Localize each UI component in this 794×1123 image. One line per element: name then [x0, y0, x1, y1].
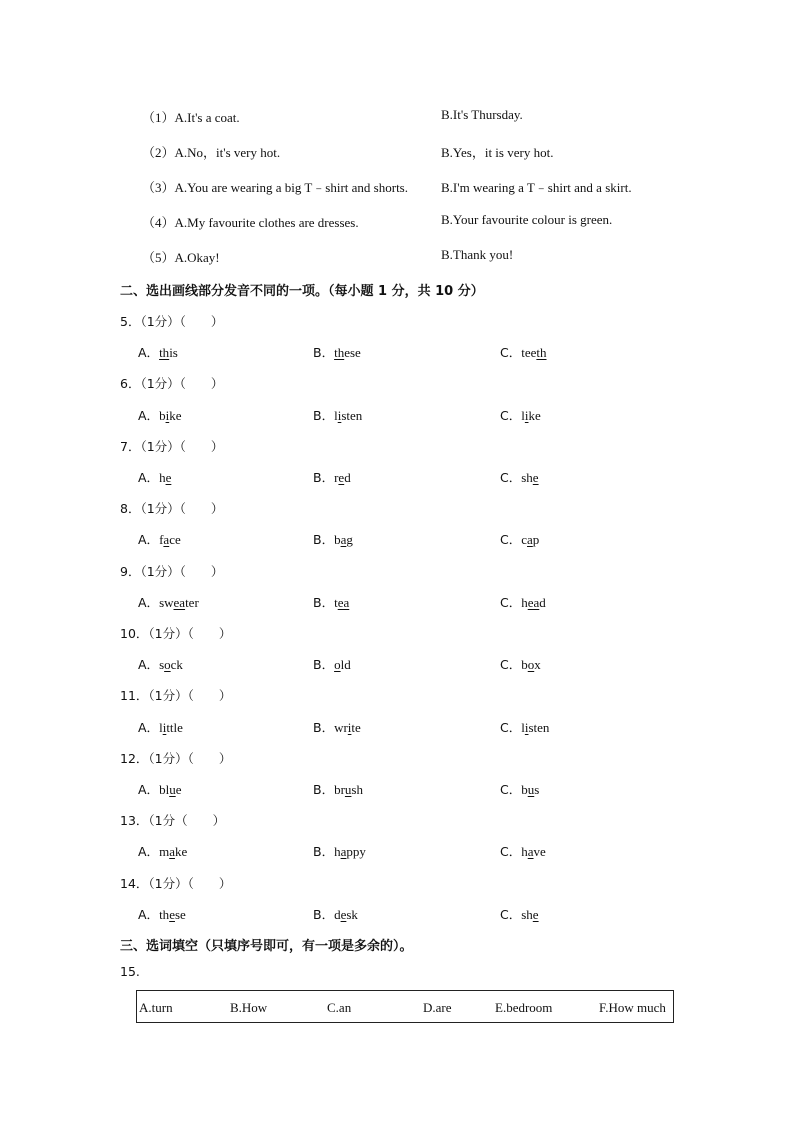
underlined-part: e: [169, 907, 175, 922]
word-part: l: [159, 720, 163, 735]
option-letter: C．: [500, 470, 522, 485]
word-part: d: [539, 595, 546, 610]
word-part: is: [169, 345, 178, 360]
option-c: [500, 905, 539, 923]
question-11-options: [0, 718, 794, 738]
option-c: [500, 780, 539, 798]
option-c: [500, 842, 546, 860]
option-b: B.Thank you!: [441, 247, 514, 262]
option-c: [500, 343, 547, 361]
option-b: [313, 343, 361, 361]
word-part: te: [351, 720, 361, 735]
option-letter: B．: [313, 720, 335, 735]
word-bank-item: C.an: [327, 1000, 352, 1015]
question-14-head: 14．（1分）（ ）: [120, 876, 232, 891]
underlined-part: e: [165, 470, 172, 485]
question-12-head: 12．（1分）（ ）: [120, 751, 232, 766]
option-b: [313, 406, 362, 424]
underlined-part: i: [162, 720, 167, 735]
option-a: （3）A.You are wearing a big T﹣shirt and shorts.: [142, 180, 408, 195]
option-b: [313, 842, 366, 860]
underlined-part: u: [527, 782, 535, 797]
word-part: x: [534, 657, 541, 672]
option-letter: B．: [313, 907, 335, 922]
word-part: sh: [521, 470, 533, 485]
option-letter: B．: [313, 470, 335, 485]
underlined-part: a: [527, 532, 533, 547]
word-part: se: [174, 907, 186, 922]
underlined-part: th: [334, 345, 345, 360]
underlined-part: e: [338, 470, 345, 485]
question-11-head: 11．（1分）（ ）: [120, 688, 232, 703]
option-letter: A．: [138, 345, 160, 360]
word-part: ter: [185, 595, 199, 610]
option-c: [500, 530, 539, 548]
word-part: e: [175, 782, 182, 797]
underlined-part: e: [532, 907, 539, 922]
option-letter: B．: [313, 844, 335, 859]
option-letter: A．: [138, 470, 160, 485]
word-part: h: [521, 595, 528, 610]
option-letter: C．: [500, 782, 522, 797]
question-8-options: [0, 530, 794, 550]
question-14-options: [0, 905, 794, 925]
word-part: l: [521, 408, 525, 423]
option-b: [313, 905, 358, 923]
question-5-options: [0, 343, 794, 363]
option-a: [138, 780, 181, 798]
underlined-part: a: [169, 844, 175, 859]
word-part: wr: [334, 720, 348, 735]
word-part: sten: [341, 408, 363, 423]
word-part: ppy: [346, 844, 366, 859]
option-a: （5）A.Okay!: [142, 250, 220, 265]
question-15-label: 15.: [120, 964, 140, 979]
option-a: [138, 842, 187, 860]
word-part: h: [521, 844, 528, 859]
word-part: b: [521, 782, 528, 797]
option-b: B.It's Thursday.: [441, 107, 523, 122]
word-part: d: [344, 470, 351, 485]
option-letter: A．: [138, 408, 160, 423]
underlined-part: o: [164, 657, 171, 672]
option-b: [313, 593, 349, 611]
option-b: [313, 530, 353, 548]
question-6-head: 6．（1分）（ ）: [120, 376, 224, 391]
option-letter: A．: [138, 657, 160, 672]
question-9-head: 9．（1分）（ ）: [120, 564, 224, 579]
word-part: s: [159, 657, 165, 672]
option-a: [138, 593, 199, 611]
pair-row-5: [0, 247, 794, 267]
section-3-title: 三、选词填空（只填序号即可，有一项是多余的）。: [120, 939, 413, 954]
underlined-part: ea: [527, 595, 540, 610]
underlined-part: o: [334, 657, 341, 672]
word-part: b: [159, 408, 166, 423]
option-a: [138, 655, 183, 673]
word-part: l: [521, 720, 525, 735]
word-part: ttle: [166, 720, 183, 735]
word-bank-item: D.are: [423, 1000, 452, 1015]
option-letter: C．: [500, 720, 522, 735]
word-part: sh: [351, 782, 363, 797]
underlined-part: i: [337, 408, 342, 423]
underlined-part: th: [159, 345, 170, 360]
word-part: p: [532, 532, 540, 547]
underlined-part: u: [169, 782, 176, 797]
underlined-part: i: [524, 408, 529, 423]
word-part: d: [334, 907, 341, 922]
option-letter: A．: [138, 532, 160, 547]
underlined-part: e: [532, 470, 539, 485]
option-a: [138, 468, 171, 486]
word-bank-item: F.How much: [599, 1000, 666, 1015]
word-part: s: [534, 782, 540, 797]
underlined-part: i: [165, 408, 170, 423]
underlined-part: i: [524, 720, 529, 735]
underlined-part: ea: [173, 595, 186, 610]
word-part: sh: [521, 907, 533, 922]
question-7-options: [0, 468, 794, 488]
underlined-part: a: [340, 844, 347, 859]
underlined-part: u: [344, 782, 352, 797]
word-part: f: [159, 532, 164, 547]
section-2-title: 二、选出画线部分发音不同的一项。（每小题 1 分，共 10 分）: [120, 284, 484, 299]
question-5-head: 5．（1分）（ ）: [120, 314, 224, 329]
option-c: [500, 593, 546, 611]
word-part: sw: [159, 595, 174, 610]
option-letter: C．: [500, 532, 522, 547]
question-10-head: 10．（1分）（ ）: [120, 626, 232, 641]
word-part: ck: [170, 657, 183, 672]
word-part: g: [346, 532, 353, 547]
word-part: tee: [521, 345, 537, 360]
word-part: br: [334, 782, 345, 797]
question-7-head: 7．（1分）（ ）: [120, 439, 224, 454]
option-b: [313, 780, 363, 798]
word-part: m: [159, 844, 170, 859]
word-part: bl: [159, 782, 170, 797]
word-bank-item: E.bedroom: [495, 1000, 553, 1015]
word-part: ke: [528, 408, 541, 423]
word-part: ce: [169, 532, 181, 547]
option-c: [500, 468, 539, 486]
option-c: [500, 406, 541, 424]
option-a: [138, 530, 181, 548]
word-part: l: [334, 408, 338, 423]
word-part: ke: [174, 844, 188, 859]
option-letter: B．: [313, 595, 335, 610]
option-b: B.I'm wearing a T﹣shirt and a skirt.: [441, 180, 632, 195]
question-13-options: [0, 842, 794, 862]
word-part: t: [334, 595, 338, 610]
pair-row-1: [0, 107, 794, 127]
word-part: b: [334, 532, 341, 547]
option-letter: C．: [500, 657, 522, 672]
option-c: [500, 655, 541, 673]
option-a: [138, 905, 186, 923]
option-letter: C．: [500, 844, 522, 859]
pair-row-2: [0, 142, 794, 162]
option-letter: A．: [138, 844, 160, 859]
question-6-options: [0, 406, 794, 426]
word-part: sk: [346, 907, 358, 922]
underlined-part: o: [527, 657, 535, 672]
option-letter: B．: [313, 408, 335, 423]
option-b: [313, 718, 361, 736]
word-part: sten: [528, 720, 550, 735]
word-bank-item: B.How: [230, 1000, 268, 1015]
pair-row-4: [0, 212, 794, 232]
option-letter: C．: [500, 907, 522, 922]
word-part: r: [334, 470, 339, 485]
option-letter: B．: [313, 782, 335, 797]
option-b: [313, 655, 351, 673]
option-letter: B．: [313, 532, 335, 547]
option-letter: A．: [138, 595, 160, 610]
option-letter: A．: [138, 782, 160, 797]
word-part: ese: [344, 345, 361, 360]
option-c: [500, 718, 549, 736]
option-letter: A．: [138, 720, 160, 735]
word-bank-box: [136, 990, 674, 1023]
underlined-part: i: [347, 720, 352, 735]
option-letter: C．: [500, 595, 522, 610]
option-letter: C．: [500, 345, 522, 360]
word-part: ke: [169, 408, 182, 423]
question-12-options: [0, 780, 794, 800]
option-a: （1）A.It's a coat.: [142, 110, 240, 125]
option-a: （4）A.My favourite clothes are dresses.: [142, 215, 359, 230]
option-b: B.Your favourite colour is green.: [441, 212, 613, 227]
question-10-options: [0, 655, 794, 675]
option-a: [138, 343, 178, 361]
option-a: [138, 406, 181, 424]
option-letter: B．: [313, 657, 335, 672]
word-part: b: [521, 657, 528, 672]
word-bank-item: A.turn: [139, 1000, 173, 1015]
underlined-part: a: [527, 844, 534, 859]
underlined-part: ea: [337, 595, 350, 610]
underlined-part: th: [536, 345, 547, 360]
question-8-head: 8．（1分）（ ）: [120, 501, 224, 516]
word-part: ld: [340, 657, 351, 672]
option-letter: A．: [138, 907, 160, 922]
underlined-part: a: [340, 532, 347, 547]
pair-row-3: [0, 177, 794, 197]
underlined-part: e: [340, 907, 347, 922]
option-a: [138, 718, 183, 736]
word-part: h: [334, 844, 341, 859]
word-part: ve: [533, 844, 546, 859]
option-b: [313, 468, 351, 486]
option-b: B.Yes，it is very hot.: [441, 145, 554, 160]
word-part: th: [159, 907, 170, 922]
option-letter: B．: [313, 345, 335, 360]
word-part: h: [159, 470, 166, 485]
question-9-options: [0, 593, 794, 613]
question-13-head: 13．（1分（ ）: [120, 813, 226, 828]
underlined-part: a: [163, 532, 170, 547]
option-a: （2）A.No，it's very hot.: [142, 145, 281, 160]
option-letter: C．: [500, 408, 522, 423]
word-part: c: [521, 532, 528, 547]
